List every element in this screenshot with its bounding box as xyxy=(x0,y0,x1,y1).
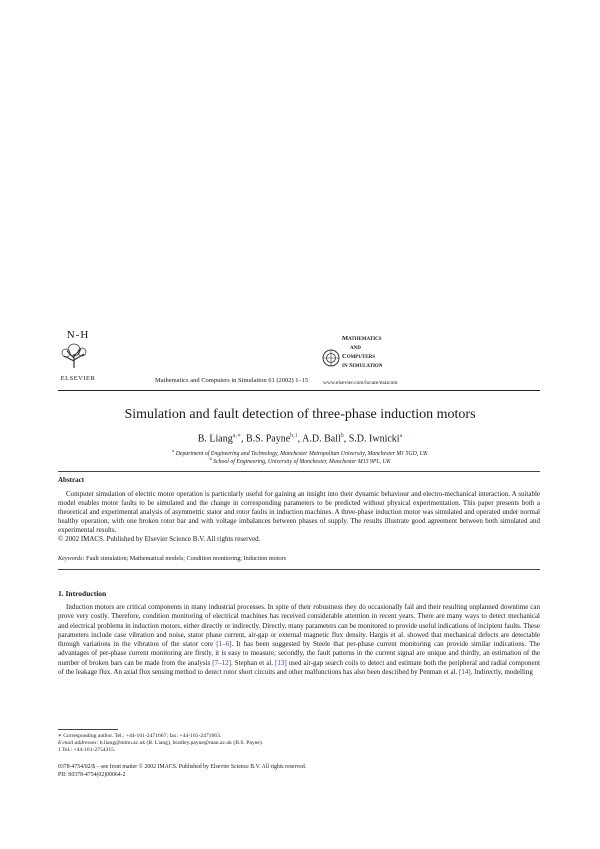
journal-logo-line: and xyxy=(350,344,361,351)
keywords-label: Keywords: xyxy=(58,555,85,562)
citation-link[interactable]: [13] xyxy=(275,658,287,667)
affiliation-mark: a xyxy=(172,448,175,453)
intro-text: . Indirectly, modelling xyxy=(470,668,533,677)
keywords xyxy=(58,555,540,562)
abstract-bottom-rule xyxy=(58,569,540,570)
intro-paragraph xyxy=(58,603,540,677)
affiliation xyxy=(0,456,600,465)
abstract-copyright: © 2002 IMACS. Published by Elsevier Science B.V. All rights reserved. xyxy=(58,535,261,544)
footnote-rule xyxy=(58,729,118,730)
paper-title: Simulation and fault detection of three-phase induction motors xyxy=(124,407,476,422)
author-list xyxy=(0,432,600,444)
abstract-top-rule xyxy=(58,471,540,472)
intro-text: Induction motors are critical components in many industrial processes. In spite of their robustness they do occasionally fail and their resulting unplanned downtime can prove very costly. Therefore, condition monitoring of electrical machines has received considerable attention in recent years. There are many ways to detect mechanical and electrical problems in induction motors, either directly or indirectly. Directly, many parameters can be monitored to provide useful indications of incipient faults. These parameters include case vibration and noise, stator phase current, air-gap or external magnetic flux density. Hargis et al. showed that mechanical defects are detectable through variations in the vibration of the stator core xyxy=(58,603,540,649)
author-affil-mark[interactable]: a,∗ xyxy=(232,433,241,439)
front-matter-line: 0378-4754/02/$ – see front matter © 2002 IMACS. Published by Elsevier Science B.V. All rights reserved. xyxy=(58,764,307,770)
pii-line: PII: S0378-4754(02)00064-2 xyxy=(58,772,126,778)
keywords-list: Fault simulation; Mathematical models; Condition monitoring; Induction motors xyxy=(86,555,287,562)
email-label: E-mail addresses: xyxy=(58,740,99,746)
abstract-text: Computer simulation of electric motor operation is particularly useful for gaining an insight into their dynamic behaviour and electro-mechanical interaction. A suitable model enables motor faults to be simulated and the change in corresponding parameters to be predicted without physical experimentation. This paper presents both a theoretical and experimental analysis of asymmetric stator and rotor faults in induction machines. A three-phase induction motor was simulated and operated under normal healthy operation, with one broken rotor bar and with voltage imbalances between phases of supply. The results illustrate good agreement between both simulated and experimental results. xyxy=(58,490,540,535)
citation-link[interactable]: [1–6] xyxy=(216,640,232,649)
citation-link[interactable]: [7–12] xyxy=(212,658,231,667)
author-separator: , xyxy=(297,433,303,445)
citation-link[interactable]: [14] xyxy=(459,668,471,677)
affiliation-text: Department of Engineering and Technology, Manchester Metropolitan University, Manchester M1 5GD, UK xyxy=(175,450,428,457)
journal-logo-line: Computers xyxy=(342,353,376,360)
tree-icon xyxy=(58,342,90,368)
publisher-logo xyxy=(58,330,98,385)
journal-logo-line: Mathematics xyxy=(342,335,382,342)
email-addresses[interactable]: b.liang@mmu.ac.uk (B. Liang), bradley.payne@man.ac.uk (B.S. Payne). xyxy=(99,740,264,746)
journal-logo-line: in Simulation xyxy=(342,362,383,369)
publisher-name: ELSEVIER xyxy=(60,375,96,382)
intro-text: . Stephan et al. xyxy=(230,658,274,667)
section-heading: 1. Introduction xyxy=(58,589,107,598)
author-affil-mark[interactable]: b,1 xyxy=(290,433,298,439)
affiliation-mark: b xyxy=(209,456,212,461)
footnote-corresponding: ∗ Corresponding author. Tel.: +44-161-2471667; fax: +44-161-2471663. xyxy=(58,733,222,739)
footnote-tel: 1 Tel.: +44-161-2754315. xyxy=(58,747,116,753)
journal-logo-title xyxy=(342,334,382,370)
footnote-emails xyxy=(58,740,540,746)
abstract-heading: Abstract xyxy=(58,476,85,484)
publisher-mark: N-H xyxy=(66,329,90,341)
author-separator: , xyxy=(241,433,246,445)
author-name: S.D. Iwnicki xyxy=(348,433,400,445)
abstract-body xyxy=(58,490,540,545)
affiliation-text: School of Engineering, University of Manchester, Manchester M13 9PL, UK xyxy=(213,458,391,465)
author-affil-mark[interactable]: a xyxy=(399,433,403,439)
journal-url[interactable]: www.elsevier.com/locate/matcom xyxy=(323,380,398,386)
header-rule xyxy=(58,390,540,391)
journal-reference: Mathematics and Computers in Simulation 61 (2002) 1–15 xyxy=(155,377,309,384)
intro-text: used air-gap search coils to detect and estimate both the peripheral and radial component of the leakage flux. An axial flux sensing method to detect rotor short circuits and other malfunctions has also been described by Penman et al. xyxy=(58,658,541,677)
author-name: B. Liang xyxy=(197,433,233,445)
author-name: B.S. Payne xyxy=(246,433,291,445)
journal-emblem-icon xyxy=(322,349,340,367)
intro-text: . It has been suggested by Steele that per-phase current monitoring can provide similar indications. The advantages of per-phase current monitoring are firstly, it is easy to measure; secondly, the fault patterns in the current signal are unique and thirdly, an estimation of the number of broken bars can be made from the analysis xyxy=(58,640,541,667)
author-name: A.D. Ball xyxy=(302,433,341,445)
author-affil-mark[interactable]: b xyxy=(340,433,344,439)
author-separator: , xyxy=(343,433,349,445)
